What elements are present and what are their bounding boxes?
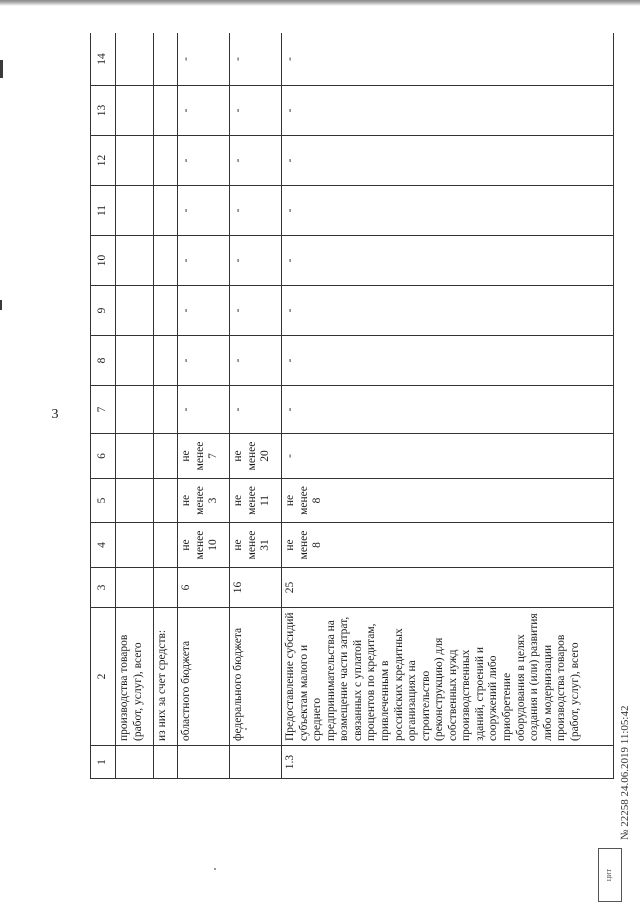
table-cell: -	[230, 236, 282, 286]
row-number-cell: 1.3	[282, 746, 614, 779]
table-cell: -	[178, 286, 230, 336]
header-cell: 3	[91, 568, 116, 608]
table-cell: -	[178, 33, 230, 86]
page-number: 3	[51, 407, 59, 422]
row-number-cell	[178, 746, 230, 779]
rotated-table-container	[90, 33, 614, 779]
table-cell: -	[178, 136, 230, 186]
row-label-cell: областного бюджета	[178, 608, 230, 746]
table-cell	[154, 434, 178, 479]
table-cell: -	[178, 336, 230, 386]
table-cell: -	[178, 186, 230, 236]
table-cell	[116, 236, 154, 286]
table-cell: -	[178, 236, 230, 286]
header-cell: 7	[91, 386, 116, 434]
table-cell: -	[230, 186, 282, 236]
table-row	[230, 33, 282, 779]
table-cell	[154, 568, 178, 608]
table-cell: -	[282, 236, 614, 286]
table-cell	[116, 479, 154, 523]
table-cell: 25	[282, 568, 614, 608]
header-cell: 4	[91, 523, 116, 568]
table-cell	[116, 136, 154, 186]
table-cell: не менее 3	[178, 479, 230, 523]
table-cell: не менее 11	[230, 479, 282, 523]
table-cell: -	[282, 33, 614, 86]
header-cell: 10	[91, 236, 116, 286]
table-cell	[154, 86, 178, 136]
table-cell: -	[282, 186, 614, 236]
registration-stamp-text: № 22258 24.06.2019 11:05:42	[619, 705, 631, 840]
header-cell: 1	[91, 746, 116, 779]
table-cell: -	[282, 336, 614, 386]
table-cell	[154, 136, 178, 186]
table-cell	[116, 286, 154, 336]
table-cell	[154, 523, 178, 568]
table-cell	[116, 186, 154, 236]
table-cell: не менее 8	[282, 523, 614, 568]
table-cell: -	[230, 386, 282, 434]
table-cell	[154, 33, 178, 86]
table-cell: -	[282, 286, 614, 336]
table-cell: -	[230, 86, 282, 136]
table-cell	[116, 523, 154, 568]
table-cell	[116, 568, 154, 608]
header-cell: 12	[91, 136, 116, 186]
table-cell	[154, 286, 178, 336]
row-number-cell	[116, 746, 154, 779]
scan-edge-shadow	[0, 0, 640, 6]
table-cell: 16	[230, 568, 282, 608]
table-cell	[154, 186, 178, 236]
table-cell	[116, 33, 154, 86]
scan-speck	[245, 728, 247, 730]
table-cell: -	[178, 86, 230, 136]
table-cell: не менее 10	[178, 523, 230, 568]
table-row	[282, 33, 614, 779]
table-cell: -	[178, 386, 230, 434]
table-row	[154, 33, 178, 779]
table-cell	[154, 386, 178, 434]
table-cell	[116, 434, 154, 479]
office-seal	[598, 848, 622, 902]
table-cell	[116, 336, 154, 386]
row-number-cell	[154, 746, 178, 779]
table-cell: 6	[178, 568, 230, 608]
table-cell: не менее 31	[230, 523, 282, 568]
scan-speck	[214, 868, 216, 870]
scan-mark-left-2	[0, 300, 2, 310]
table-cell: -	[230, 136, 282, 186]
row-label-cell: федерального бюджета	[230, 608, 282, 746]
table-cell: не менее 7	[178, 434, 230, 479]
table-cell: -	[230, 286, 282, 336]
header-cell: 13	[91, 86, 116, 136]
table-cell: не менее 20	[230, 434, 282, 479]
row-label-cell: Предоставление субсидий субъектам малого и среднего предпринимательства на возмещение части затрат, связанных с уплатой процентов по кредитам, привлеченным в российских кредитных организациях на строительство (реконструкцию) для собственных нужд производственных зданий, строений и сооружений либо приобретение оборудования в целях создания и (или) развития либо модернизации производства товаров (работ, услуг), всего	[282, 608, 614, 746]
scan-mark-left	[0, 60, 3, 78]
table-cell: не менее 8	[282, 479, 614, 523]
table-cell: -	[282, 434, 614, 479]
table-cell	[116, 386, 154, 434]
header-cell: 6	[91, 434, 116, 479]
table-cell: -	[230, 336, 282, 386]
table-cell	[116, 86, 154, 136]
rotated-table	[90, 33, 614, 779]
registration-stamp	[618, 590, 632, 840]
row-label-cell: производства товаров (работ, услуг), всего	[116, 608, 154, 746]
row-label-cell: из них за счет средств:	[154, 608, 178, 746]
table-header-row	[91, 33, 116, 779]
header-cell: 2	[91, 608, 116, 746]
header-cell: 11	[91, 186, 116, 236]
header-cell: 8	[91, 336, 116, 386]
table-cell: -	[282, 386, 614, 434]
table-cell	[154, 336, 178, 386]
table-cell	[154, 236, 178, 286]
row-number-cell	[230, 746, 282, 779]
header-cell: 5	[91, 479, 116, 523]
table-row	[116, 33, 154, 779]
header-cell: 9	[91, 286, 116, 336]
data-table	[90, 33, 614, 779]
table-cell: -	[282, 136, 614, 186]
table-cell: -	[230, 33, 282, 86]
office-seal-text: ЦИТ	[607, 868, 613, 882]
header-cell: 14	[91, 33, 116, 86]
table-cell: -	[282, 86, 614, 136]
table-row	[178, 33, 230, 779]
table-cell	[154, 479, 178, 523]
